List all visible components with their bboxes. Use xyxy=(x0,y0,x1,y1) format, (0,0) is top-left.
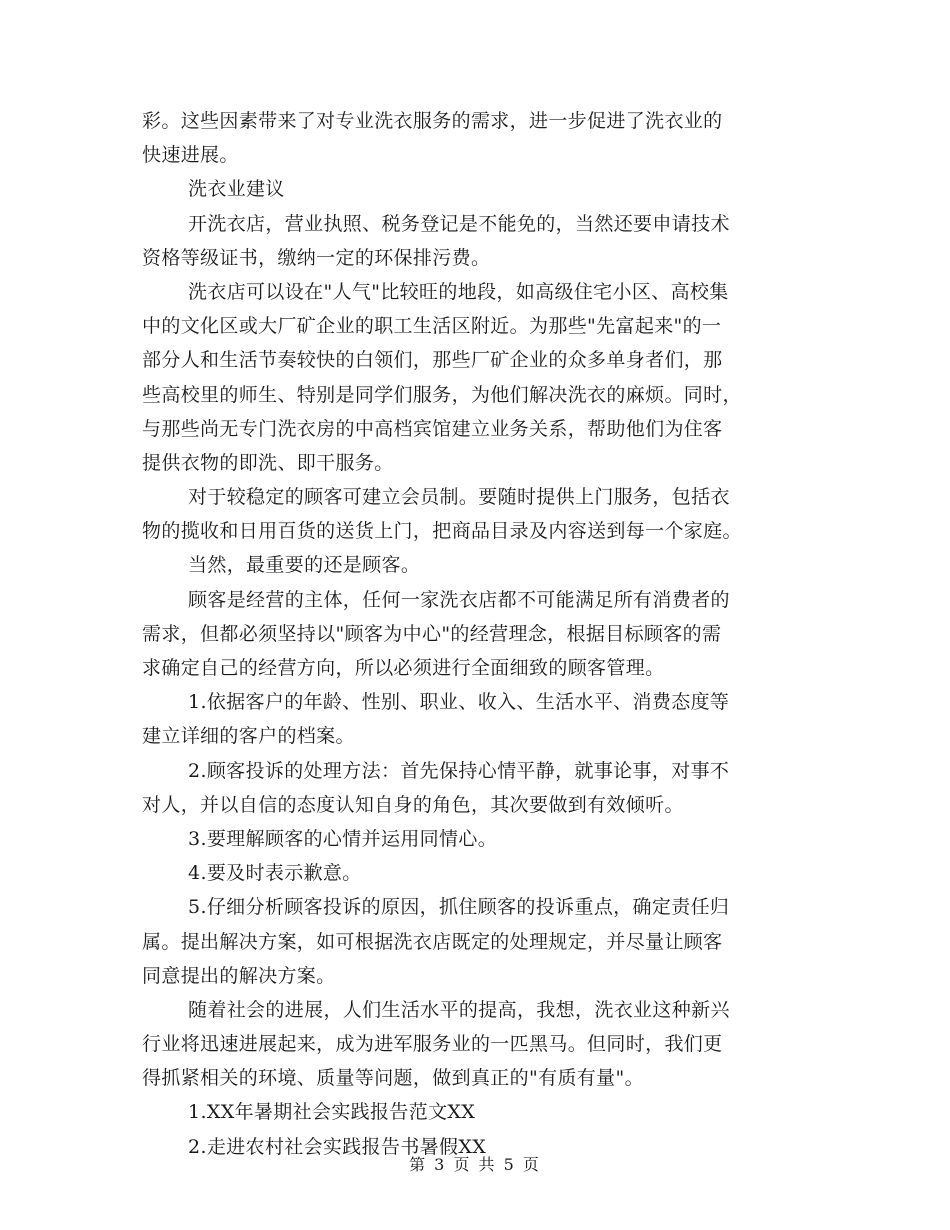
text-line: 建立详细的客户的档案。 xyxy=(142,725,355,748)
body-text xyxy=(142,104,810,1164)
text-line: 随着社会的进展，人们生活水平的提高，我想，洗衣业这种新兴 xyxy=(188,998,730,1021)
section-heading: 洗衣业建议 xyxy=(188,178,285,201)
text-line: 些高校里的师生、特别是同学们服务，为他们解决洗衣的麻烦。同时， xyxy=(142,383,742,406)
text-line: 部分人和生活节奏较快的白领们，那些厂矿企业的众多单身者们，那 xyxy=(142,349,723,372)
text-line: 求确定自己的经营方向，所以必须进行全面细致的顾客管理。 xyxy=(142,657,665,679)
list-item: 1.依据客户的年龄、性别、职业、收入、生活水平、消费态度等 xyxy=(188,691,730,714)
text-line: 需求，但都必须坚持以"顾客为中心"的经营理念，根据目标顾客的需 xyxy=(142,622,722,645)
text-line: 资格等级证书，缴纳一定的环保排污费。 xyxy=(142,246,491,269)
list-item: 3.要理解顾客的心情并运用同情心。 xyxy=(188,827,498,850)
text-line: 快速进展。 xyxy=(142,144,239,167)
text-line: 彩。这些因素带来了对专业洗衣服务的需求，进一步促进了洗衣业的 xyxy=(142,110,723,132)
list-item: 2.顾客投诉的处理方法：首先保持心情平静，就事论事，对事不 xyxy=(188,759,730,782)
text-line: 属。提出解决方案，如可根据洗衣店既定的处理规定，并尽量让顾客 xyxy=(142,930,723,953)
text-line: 当然，最重要的还是顾客。 xyxy=(188,554,421,577)
related-article-link: 2.走进农村社会实践报告书暑假XX xyxy=(188,1135,487,1158)
text-line: 对人，并以自信的态度认知自身的角色，其次要做到有效倾听。 xyxy=(142,793,684,816)
text-line: 对于较稳定的顾客可建立会员制。要随时提供上门服务，包括衣 xyxy=(188,486,730,509)
page-number-footer: 第 3 页 共 5 页 xyxy=(409,1155,541,1174)
list-item: 5.仔细分析顾客投诉的原因，抓住顾客的投诉重点，确定责任归 xyxy=(188,896,730,919)
text-line: 物的揽收和日用百货的送货上门，把商品目录及内容送到每一个家庭。 xyxy=(142,520,742,543)
text-line: 开洗衣店，营业执照、税务登记是不能免的，当然还要申请技术 xyxy=(188,212,730,235)
related-article-link: 1.XX年暑期社会实践报告范文XX xyxy=(188,1101,476,1124)
list-item: 4.要及时表示歉意。 xyxy=(188,862,362,885)
text-line: 与那些尚无专门洗衣房的中高档宾馆建立业务关系，帮助他们为住客 xyxy=(142,417,723,440)
text-line: 洗衣店可以设在"人气"比较旺的地段，如高级住宅小区、高校集 xyxy=(188,280,729,303)
text-line: 得抓紧相关的环境、质量等问题，做到真正的"有质有量"。 xyxy=(142,1067,644,1090)
text-line: 顾客是经营的主体，任何一家洗衣店都不可能满足所有消费者的 xyxy=(188,588,730,611)
text-line: 同意提出的解决方案。 xyxy=(142,964,336,987)
text-line: 中的文化区或大厂矿企业的职工生活区附近。为那些"先富起来"的一 xyxy=(142,315,722,338)
text-line: 行业将迅速进展起来，成为进军服务业的一匹黑马。但同时，我们更 xyxy=(142,1033,723,1056)
text-line: 提供衣物的即洗、即干服务。 xyxy=(142,451,394,474)
